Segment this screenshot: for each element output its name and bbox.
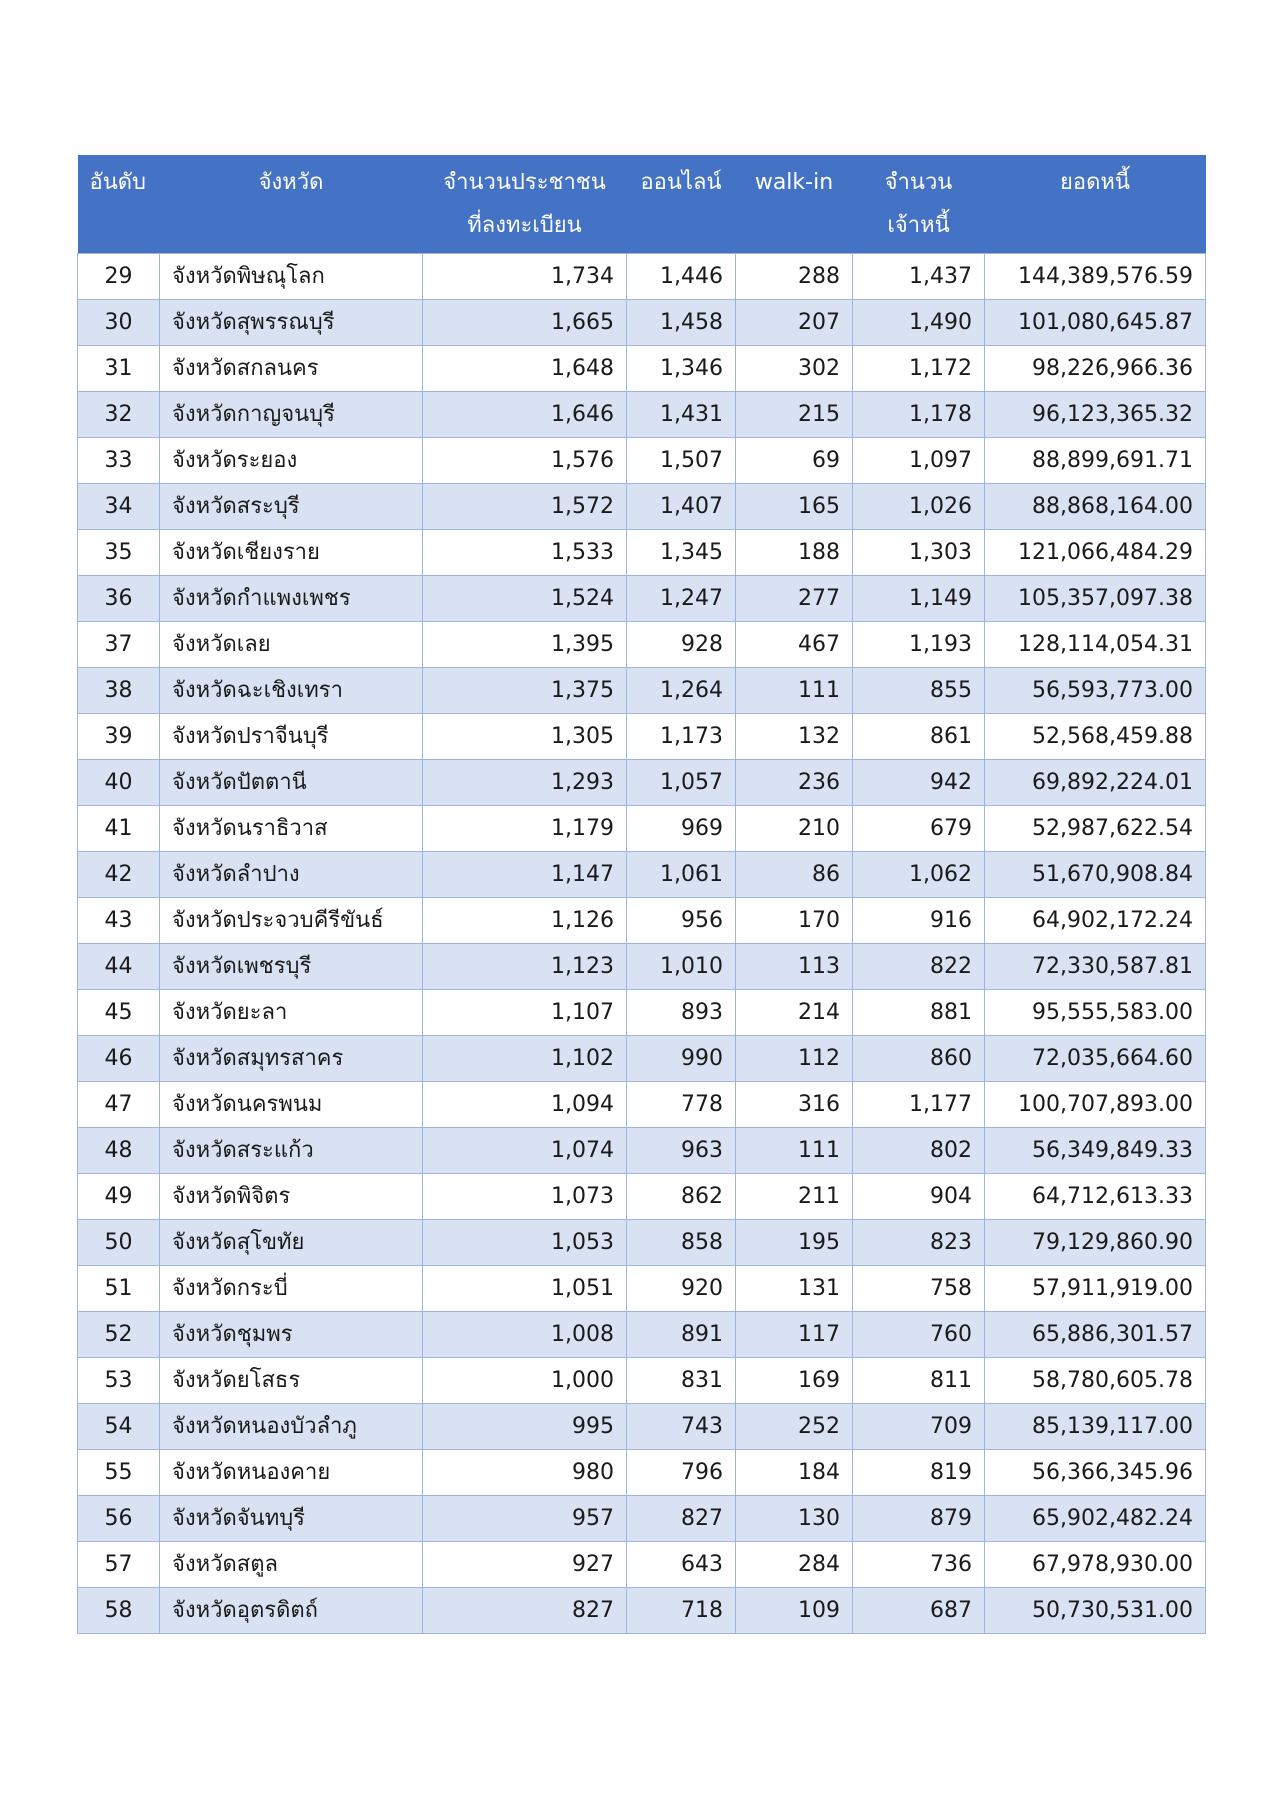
- cell-registered: 1,305: [423, 714, 627, 760]
- cell-province: จังหวัดจันทบุรี: [160, 1496, 423, 1542]
- cell-province: จังหวัดหนองคาย: [160, 1450, 423, 1496]
- cell-rank: 50: [78, 1220, 160, 1266]
- cell-creditors: 760: [853, 1312, 985, 1358]
- cell-creditors: 1,303: [853, 530, 985, 576]
- cell-registered: 1,107: [423, 990, 627, 1036]
- cell-province: จังหวัดปัตตานี: [160, 760, 423, 806]
- cell-registered: 1,648: [423, 346, 627, 392]
- cell-online: 1,247: [627, 576, 736, 622]
- table-row: [78, 1174, 1206, 1220]
- cell-creditors: 819: [853, 1450, 985, 1496]
- cell-registered: 1,051: [423, 1266, 627, 1312]
- cell-registered: 1,734: [423, 254, 627, 300]
- cell-registered: 827: [423, 1588, 627, 1634]
- table-row: [78, 254, 1206, 300]
- cell-walkin: 188: [736, 530, 853, 576]
- cell-online: 827: [627, 1496, 736, 1542]
- cell-debt: 72,330,587.81: [985, 944, 1206, 990]
- cell-debt: 50,730,531.00: [985, 1588, 1206, 1634]
- cell-creditors: 860: [853, 1036, 985, 1082]
- cell-walkin: 131: [736, 1266, 853, 1312]
- cell-province: จังหวัดเพชรบุรี: [160, 944, 423, 990]
- cell-rank: 39: [78, 714, 160, 760]
- cell-rank: 38: [78, 668, 160, 714]
- cell-rank: 58: [78, 1588, 160, 1634]
- cell-registered: 1,576: [423, 438, 627, 484]
- cell-online: 928: [627, 622, 736, 668]
- cell-walkin: 277: [736, 576, 853, 622]
- cell-rank: 51: [78, 1266, 160, 1312]
- header-online: ออนไลน์: [627, 155, 736, 254]
- cell-rank: 46: [78, 1036, 160, 1082]
- table-header: [78, 155, 1206, 254]
- cell-walkin: 170: [736, 898, 853, 944]
- cell-walkin: 69: [736, 438, 853, 484]
- cell-walkin: 316: [736, 1082, 853, 1128]
- cell-registered: 1,102: [423, 1036, 627, 1082]
- cell-registered: 1,073: [423, 1174, 627, 1220]
- cell-province: จังหวัดฉะเชิงเทรา: [160, 668, 423, 714]
- cell-creditors: 904: [853, 1174, 985, 1220]
- cell-online: 831: [627, 1358, 736, 1404]
- cell-province: จังหวัดเชียงราย: [160, 530, 423, 576]
- cell-province: จังหวัดกำแพงเพชร: [160, 576, 423, 622]
- table-row: [78, 392, 1206, 438]
- cell-registered: 1,572: [423, 484, 627, 530]
- cell-rank: 42: [78, 852, 160, 898]
- cell-creditors: 709: [853, 1404, 985, 1450]
- cell-registered: 1,123: [423, 944, 627, 990]
- cell-province: จังหวัดยโสธร: [160, 1358, 423, 1404]
- cell-province: จังหวัดสตูล: [160, 1542, 423, 1588]
- cell-province: จังหวัดสุโขทัย: [160, 1220, 423, 1266]
- cell-province: จังหวัดพิจิตร: [160, 1174, 423, 1220]
- table-row: [78, 760, 1206, 806]
- header-registered-line1: จำนวนประชาชน: [443, 170, 606, 195]
- cell-creditors: 1,437: [853, 254, 985, 300]
- cell-online: 1,061: [627, 852, 736, 898]
- table-row: [78, 1036, 1206, 1082]
- cell-online: 891: [627, 1312, 736, 1358]
- cell-province: จังหวัดชุมพร: [160, 1312, 423, 1358]
- cell-rank: 32: [78, 392, 160, 438]
- cell-creditors: 942: [853, 760, 985, 806]
- cell-walkin: 467: [736, 622, 853, 668]
- cell-province: จังหวัดปราจีนบุรี: [160, 714, 423, 760]
- header-creditors: [853, 155, 985, 254]
- header-rank: อันดับ: [78, 155, 160, 254]
- cell-rank: 44: [78, 944, 160, 990]
- cell-rank: 36: [78, 576, 160, 622]
- table-row: [78, 1358, 1206, 1404]
- cell-debt: 65,886,301.57: [985, 1312, 1206, 1358]
- header-registered-line2: ที่ลงทะเบียน: [467, 213, 582, 238]
- cell-debt: 65,902,482.24: [985, 1496, 1206, 1542]
- cell-registered: 1,126: [423, 898, 627, 944]
- table-row: [78, 346, 1206, 392]
- cell-registered: 1,147: [423, 852, 627, 898]
- table-row: [78, 300, 1206, 346]
- cell-rank: 35: [78, 530, 160, 576]
- cell-registered: 1,008: [423, 1312, 627, 1358]
- cell-creditors: 861: [853, 714, 985, 760]
- table-row: [78, 1542, 1206, 1588]
- header-creditors-line1: จำนวน: [884, 170, 953, 195]
- cell-registered: 1,665: [423, 300, 627, 346]
- cell-debt: 52,987,622.54: [985, 806, 1206, 852]
- cell-debt: 52,568,459.88: [985, 714, 1206, 760]
- header-walkin: walk-in: [736, 155, 853, 254]
- cell-province: จังหวัดสระแก้ว: [160, 1128, 423, 1174]
- table-row: [78, 1450, 1206, 1496]
- cell-online: 956: [627, 898, 736, 944]
- cell-registered: 1,395: [423, 622, 627, 668]
- cell-province: จังหวัดสมุทรสาคร: [160, 1036, 423, 1082]
- cell-walkin: 169: [736, 1358, 853, 1404]
- table-row: [78, 898, 1206, 944]
- cell-rank: 43: [78, 898, 160, 944]
- cell-rank: 29: [78, 254, 160, 300]
- table-row: [78, 438, 1206, 484]
- cell-walkin: 113: [736, 944, 853, 990]
- cell-debt: 101,080,645.87: [985, 300, 1206, 346]
- cell-creditors: 1,062: [853, 852, 985, 898]
- cell-registered: 1,646: [423, 392, 627, 438]
- cell-registered: 1,074: [423, 1128, 627, 1174]
- cell-debt: 69,892,224.01: [985, 760, 1206, 806]
- cell-debt: 121,066,484.29: [985, 530, 1206, 576]
- cell-debt: 56,366,345.96: [985, 1450, 1206, 1496]
- cell-creditors: 823: [853, 1220, 985, 1266]
- cell-province: จังหวัดเลย: [160, 622, 423, 668]
- cell-province: จังหวัดนครพนม: [160, 1082, 423, 1128]
- cell-walkin: 109: [736, 1588, 853, 1634]
- cell-province: จังหวัดกาญจนบุรี: [160, 392, 423, 438]
- cell-online: 858: [627, 1220, 736, 1266]
- cell-rank: 31: [78, 346, 160, 392]
- cell-creditors: 916: [853, 898, 985, 944]
- cell-registered: 1,533: [423, 530, 627, 576]
- cell-debt: 64,902,172.24: [985, 898, 1206, 944]
- table-row: [78, 714, 1206, 760]
- cell-province: จังหวัดพิษณุโลก: [160, 254, 423, 300]
- cell-province: จังหวัดประจวบคีรีขันธ์: [160, 898, 423, 944]
- header-debt: ยอดหนี้: [985, 155, 1206, 254]
- cell-walkin: 132: [736, 714, 853, 760]
- cell-creditors: 855: [853, 668, 985, 714]
- cell-walkin: 252: [736, 1404, 853, 1450]
- cell-walkin: 111: [736, 668, 853, 714]
- table-row: [78, 1266, 1206, 1312]
- header-creditors-line2: เจ้าหนี้: [887, 213, 950, 238]
- table-row: [78, 668, 1206, 714]
- cell-registered: 1,179: [423, 806, 627, 852]
- cell-province: จังหวัดนราธิวาส: [160, 806, 423, 852]
- cell-province: จังหวัดสระบุรี: [160, 484, 423, 530]
- cell-province: จังหวัดยะลา: [160, 990, 423, 1036]
- cell-online: 796: [627, 1450, 736, 1496]
- cell-rank: 33: [78, 438, 160, 484]
- cell-walkin: 215: [736, 392, 853, 438]
- cell-registered: 1,000: [423, 1358, 627, 1404]
- table-row: [78, 622, 1206, 668]
- cell-online: 718: [627, 1588, 736, 1634]
- cell-online: 1,431: [627, 392, 736, 438]
- table-row: [78, 1404, 1206, 1450]
- cell-walkin: 214: [736, 990, 853, 1036]
- table-row: [78, 990, 1206, 1036]
- table-row: [78, 576, 1206, 622]
- cell-online: 778: [627, 1082, 736, 1128]
- table-row: [78, 806, 1206, 852]
- cell-rank: 40: [78, 760, 160, 806]
- cell-province: จังหวัดระยอง: [160, 438, 423, 484]
- cell-creditors: 879: [853, 1496, 985, 1542]
- cell-creditors: 1,177: [853, 1082, 985, 1128]
- cell-registered: 995: [423, 1404, 627, 1450]
- cell-creditors: 1,178: [853, 392, 985, 438]
- cell-rank: 41: [78, 806, 160, 852]
- cell-debt: 64,712,613.33: [985, 1174, 1206, 1220]
- cell-walkin: 111: [736, 1128, 853, 1174]
- cell-creditors: 1,193: [853, 622, 985, 668]
- cell-online: 1,057: [627, 760, 736, 806]
- cell-creditors: 1,097: [853, 438, 985, 484]
- cell-registered: 1,524: [423, 576, 627, 622]
- cell-debt: 72,035,664.60: [985, 1036, 1206, 1082]
- cell-online: 1,407: [627, 484, 736, 530]
- table-row: [78, 484, 1206, 530]
- table-body: [78, 254, 1206, 1634]
- cell-registered: 957: [423, 1496, 627, 1542]
- cell-registered: 1,094: [423, 1082, 627, 1128]
- cell-debt: 67,978,930.00: [985, 1542, 1206, 1588]
- cell-rank: 56: [78, 1496, 160, 1542]
- cell-online: 920: [627, 1266, 736, 1312]
- cell-online: 643: [627, 1542, 736, 1588]
- cell-walkin: 284: [736, 1542, 853, 1588]
- cell-creditors: 1,026: [853, 484, 985, 530]
- cell-debt: 88,868,164.00: [985, 484, 1206, 530]
- cell-creditors: 687: [853, 1588, 985, 1634]
- cell-registered: 1,053: [423, 1220, 627, 1266]
- cell-online: 862: [627, 1174, 736, 1220]
- table-row: [78, 530, 1206, 576]
- cell-province: จังหวัดอุตรดิตถ์: [160, 1588, 423, 1634]
- cell-province: จังหวัดสกลนคร: [160, 346, 423, 392]
- cell-debt: 144,389,576.59: [985, 254, 1206, 300]
- cell-online: 990: [627, 1036, 736, 1082]
- cell-online: 1,446: [627, 254, 736, 300]
- cell-online: 969: [627, 806, 736, 852]
- cell-creditors: 1,490: [853, 300, 985, 346]
- cell-walkin: 288: [736, 254, 853, 300]
- table-row: [78, 944, 1206, 990]
- cell-rank: 37: [78, 622, 160, 668]
- cell-debt: 95,555,583.00: [985, 990, 1206, 1036]
- cell-online: 1,173: [627, 714, 736, 760]
- cell-creditors: 758: [853, 1266, 985, 1312]
- cell-rank: 57: [78, 1542, 160, 1588]
- cell-registered: 980: [423, 1450, 627, 1496]
- header-province: จังหวัด: [160, 155, 423, 254]
- cell-debt: 85,139,117.00: [985, 1404, 1206, 1450]
- table-row: [78, 852, 1206, 898]
- cell-debt: 58,780,605.78: [985, 1358, 1206, 1404]
- cell-debt: 98,226,966.36: [985, 346, 1206, 392]
- table-row: [78, 1496, 1206, 1542]
- cell-registered: 1,375: [423, 668, 627, 714]
- cell-rank: 30: [78, 300, 160, 346]
- cell-debt: 56,593,773.00: [985, 668, 1206, 714]
- cell-walkin: 211: [736, 1174, 853, 1220]
- cell-debt: 56,349,849.33: [985, 1128, 1206, 1174]
- cell-walkin: 130: [736, 1496, 853, 1542]
- cell-walkin: 195: [736, 1220, 853, 1266]
- cell-walkin: 112: [736, 1036, 853, 1082]
- cell-creditors: 736: [853, 1542, 985, 1588]
- cell-walkin: 302: [736, 346, 853, 392]
- cell-creditors: 679: [853, 806, 985, 852]
- cell-creditors: 822: [853, 944, 985, 990]
- cell-registered: 1,293: [423, 760, 627, 806]
- cell-online: 1,010: [627, 944, 736, 990]
- table-row: [78, 1082, 1206, 1128]
- cell-online: 1,507: [627, 438, 736, 484]
- cell-creditors: 811: [853, 1358, 985, 1404]
- cell-rank: 48: [78, 1128, 160, 1174]
- cell-debt: 105,357,097.38: [985, 576, 1206, 622]
- cell-walkin: 210: [736, 806, 853, 852]
- cell-online: 1,345: [627, 530, 736, 576]
- header-registered: [423, 155, 627, 254]
- cell-walkin: 117: [736, 1312, 853, 1358]
- cell-online: 1,458: [627, 300, 736, 346]
- cell-debt: 100,707,893.00: [985, 1082, 1206, 1128]
- cell-rank: 52: [78, 1312, 160, 1358]
- cell-rank: 55: [78, 1450, 160, 1496]
- cell-registered: 927: [423, 1542, 627, 1588]
- table-row: [78, 1128, 1206, 1174]
- cell-walkin: 207: [736, 300, 853, 346]
- table-row: [78, 1312, 1206, 1358]
- cell-creditors: 881: [853, 990, 985, 1036]
- cell-rank: 34: [78, 484, 160, 530]
- cell-province: จังหวัดลำปาง: [160, 852, 423, 898]
- cell-debt: 51,670,908.84: [985, 852, 1206, 898]
- cell-debt: 57,911,919.00: [985, 1266, 1206, 1312]
- cell-debt: 79,129,860.90: [985, 1220, 1206, 1266]
- cell-walkin: 165: [736, 484, 853, 530]
- cell-online: 743: [627, 1404, 736, 1450]
- cell-rank: 49: [78, 1174, 160, 1220]
- cell-walkin: 184: [736, 1450, 853, 1496]
- header-row: [78, 155, 1206, 254]
- cell-online: 893: [627, 990, 736, 1036]
- cell-debt: 96,123,365.32: [985, 392, 1206, 438]
- table-row: [78, 1588, 1206, 1634]
- cell-province: จังหวัดหนองบัวลำภู: [160, 1404, 423, 1450]
- cell-creditors: 802: [853, 1128, 985, 1174]
- cell-walkin: 236: [736, 760, 853, 806]
- cell-debt: 88,899,691.71: [985, 438, 1206, 484]
- cell-rank: 54: [78, 1404, 160, 1450]
- cell-walkin: 86: [736, 852, 853, 898]
- cell-creditors: 1,172: [853, 346, 985, 392]
- cell-rank: 47: [78, 1082, 160, 1128]
- cell-online: 1,264: [627, 668, 736, 714]
- cell-rank: 53: [78, 1358, 160, 1404]
- cell-rank: 45: [78, 990, 160, 1036]
- cell-online: 963: [627, 1128, 736, 1174]
- debt-registration-table: [77, 155, 1206, 1634]
- cell-province: จังหวัดสุพรรณบุรี: [160, 300, 423, 346]
- cell-province: จังหวัดกระบี่: [160, 1266, 423, 1312]
- table-row: [78, 1220, 1206, 1266]
- cell-debt: 128,114,054.31: [985, 622, 1206, 668]
- cell-creditors: 1,149: [853, 576, 985, 622]
- cell-online: 1,346: [627, 346, 736, 392]
